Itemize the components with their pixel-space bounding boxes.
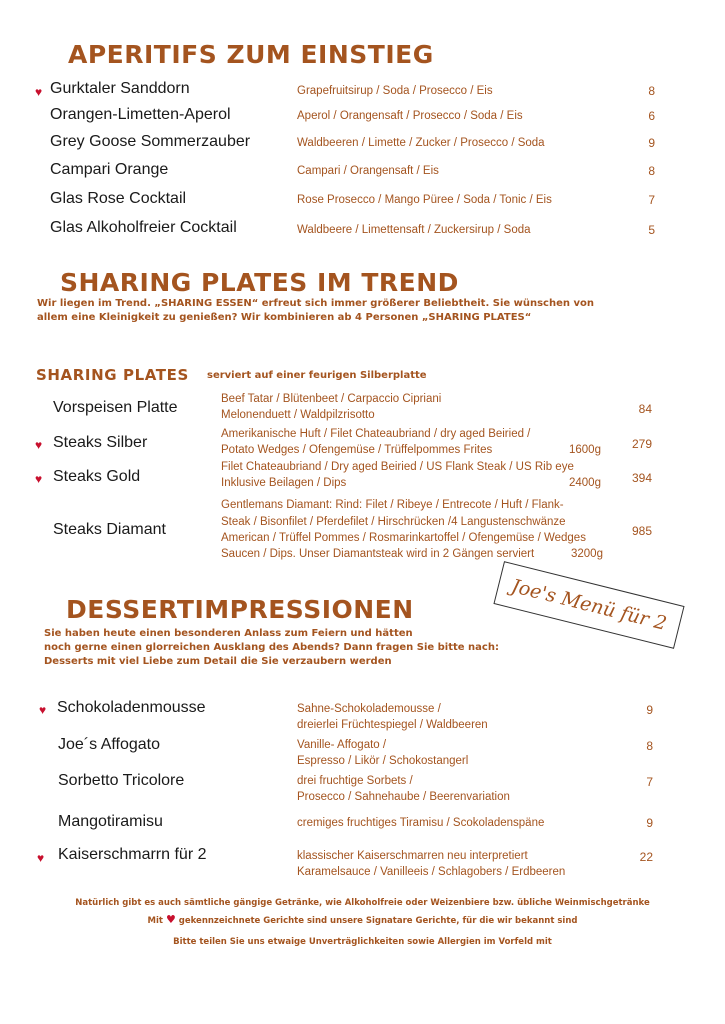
- aperitif-price: 8: [648, 164, 655, 178]
- heart-icon: ♥: [165, 913, 176, 926]
- sharing-plate-name: Steaks Diamant: [53, 521, 166, 538]
- menu-for-two-stamp: [493, 561, 684, 649]
- desserts-intro: Sie haben heute einen besonderen Anlass zum Feiern und hätten: [44, 628, 413, 639]
- dessert-price: 8: [646, 739, 653, 753]
- dessert-name: Joe´s Affogato: [58, 736, 160, 753]
- aperitif-name: Gurktaler Sanddorn: [50, 80, 190, 97]
- dessert-name: Kaiserschmarrn für 2: [58, 846, 207, 863]
- sharing-plates-title: SHARING PLATES: [36, 366, 189, 384]
- dessert-desc: Prosecco / Sahnehaube / Beerenvariation: [297, 791, 510, 803]
- dessert-price: 9: [646, 816, 653, 830]
- sharing-trend-title: SHARING PLATES IM TREND: [60, 268, 459, 297]
- dessert-name: Schokoladenmousse: [57, 699, 206, 716]
- sharing-plate-weight: 2400g: [569, 477, 601, 489]
- sharing-plate-price: 279: [631, 437, 652, 451]
- sharing-plate-price: 985: [631, 524, 652, 538]
- sharing-plate-desc: Melonenduett / Waldpilzrisotto: [221, 409, 375, 421]
- aperitif-name: Orangen-Limetten-Aperol: [50, 106, 231, 123]
- aperitif-name: Glas Rose Cocktail: [50, 190, 187, 207]
- dessert-name: Mangotiramisu: [58, 813, 163, 830]
- stamp-text: Joe's Menü für 2: [509, 575, 669, 635]
- dessert-desc: Espresso / Likör / Schokostangerl: [297, 755, 469, 767]
- aperitif-name: Campari Orange: [50, 161, 169, 178]
- dessert-desc: drei fruchtige Sorbets /: [297, 775, 413, 787]
- sharing-plate-desc: Amerikanische Huft / Filet Chateaubriand / dry aged Beiried /: [221, 428, 531, 440]
- aperitif-price: 9: [648, 136, 655, 150]
- aperitif-desc: Waldbeeren / Limette / Zucker / Prosecco / Soda: [297, 137, 545, 149]
- dessert-desc: Vanille- Affogato /: [297, 739, 387, 751]
- footer-signature-note: [0, 913, 725, 926]
- footer-drinks-note: Natürlich gibt es auch sämtliche gängige Getränke, wie Alkoholfreie oder Weizenbiere bzw. übliche Weinmischgetränke: [75, 898, 650, 908]
- sharing-plate-desc: Inklusive Beilagen / Dips: [221, 477, 347, 489]
- footer-signature-prefix: Mit: [147, 916, 163, 926]
- aperitif-desc: Aperol / Orangensaft / Prosecco / Soda / Eis: [297, 110, 523, 122]
- aperitif-price: 6: [648, 109, 655, 123]
- desserts-intro: noch gerne einen glorreichen Ausklang des Abends? Dann fragen Sie bitte nach:: [44, 642, 499, 653]
- dessert-price: 9: [646, 703, 653, 717]
- sharing-plate-desc: Gentlemans Diamant: Rind: Filet / Ribeye / Entrecote / Huft / Flank-: [221, 499, 564, 511]
- desserts-title: DESSERTIMPRESSIONEN: [66, 595, 414, 624]
- aperitifs-title: APERITIFS ZUM EINSTIEG: [68, 40, 434, 69]
- dessert-name: Sorbetto Tricolore: [58, 772, 185, 789]
- dessert-price: 7: [646, 775, 653, 789]
- sharing-plate-desc: American / Trüffel Pommes / Rosmarinkartoffel / Ofengemüse / Wedges: [221, 532, 586, 544]
- sharing-plates-subtitle: serviert auf einer feurigen Silberplatte: [207, 370, 427, 381]
- sharing-plate-name: Steaks Silber: [53, 434, 148, 451]
- sharing-plate-desc: Saucen / Dips. Unser Diamantsteak wird in 2 Gängen serviert: [221, 548, 535, 560]
- sharing-plate-price: 394: [631, 471, 652, 485]
- footer-allergy-note: Bitte teilen Sie uns etwaige Unverträglichkeiten sowie Allergien im Vorfeld mit: [173, 937, 552, 947]
- sharing-plate-desc: Filet Chateaubriand / Dry aged Beiried / US Flank Steak / US Rib eye: [221, 461, 574, 473]
- dessert-desc: cremiges fruchtiges Tiramisu / Scokoladenspäne: [297, 817, 545, 829]
- sharing-plate-price: 84: [638, 402, 652, 416]
- aperitif-desc: Campari / Orangensaft / Eis: [297, 165, 439, 177]
- sharing-trend-intro: allem eine Kleinigkeit zu genießen? Wir kombinieren ab 4 Personen „SHARING PLATES“: [37, 312, 532, 323]
- sharing-plate-desc: Potato Wedges / Ofengemüse / Trüffelpommes Frites: [221, 444, 493, 456]
- sharing-plate-name: Steaks Gold: [53, 468, 141, 485]
- heart-icon: ♥: [39, 703, 47, 717]
- aperitif-name: Grey Goose Sommerzauber: [50, 133, 251, 150]
- aperitif-name: Glas Alkoholfreier Cocktail: [50, 219, 237, 236]
- sharing-trend-intro: Wir liegen im Trend. „SHARING ESSEN“ erfreut sich immer größerer Beliebtheit. Sie wünschen von: [37, 298, 594, 309]
- desserts-intro: Desserts mit viel Liebe zum Detail die Sie verzaubern werden: [44, 656, 392, 667]
- dessert-price: 22: [639, 850, 653, 864]
- heart-icon: ♥: [37, 851, 45, 865]
- heart-icon: ♥: [35, 472, 43, 486]
- aperitif-desc: Waldbeere / Limettensaft / Zuckersirup / Soda: [297, 224, 531, 236]
- sharing-plate-name: Vorspeisen Platte: [53, 399, 178, 416]
- aperitif-price: 8: [648, 84, 655, 98]
- sharing-plate-weight: 3200g: [571, 548, 603, 560]
- aperitif-price: 7: [648, 193, 655, 207]
- aperitif-price: 5: [648, 223, 655, 237]
- heart-icon: ♥: [35, 85, 43, 99]
- dessert-desc: dreierlei Früchtespiegel / Waldbeeren: [297, 719, 488, 731]
- heart-icon: ♥: [35, 438, 43, 452]
- dessert-desc: klassischer Kaiserschmarren neu interpretiert: [297, 850, 528, 862]
- sharing-plate-desc: Steak / Bisonfilet / Pferdefilet / Hirschrücken /4 Langustenschwänze: [221, 516, 566, 528]
- aperitif-desc: Grapefruitsirup / Soda / Prosecco / Eis: [297, 85, 493, 97]
- dessert-desc: Karamelsauce / Vanilleeis / Schlagobers / Erdbeeren: [297, 866, 566, 878]
- dessert-desc: Sahne-Schokolademousse /: [297, 703, 441, 715]
- sharing-plate-desc: Beef Tatar / Blütenbeet / Carpaccio Cipriani: [221, 393, 442, 405]
- footer-signature-text: gekennzeichnete Gerichte sind unsere Signatare Gerichte, für die wir bekannt sind: [178, 916, 578, 926]
- sharing-plate-weight: 1600g: [569, 444, 601, 456]
- aperitif-desc: Rose Prosecco / Mango Püree / Soda / Tonic / Eis: [297, 194, 552, 206]
